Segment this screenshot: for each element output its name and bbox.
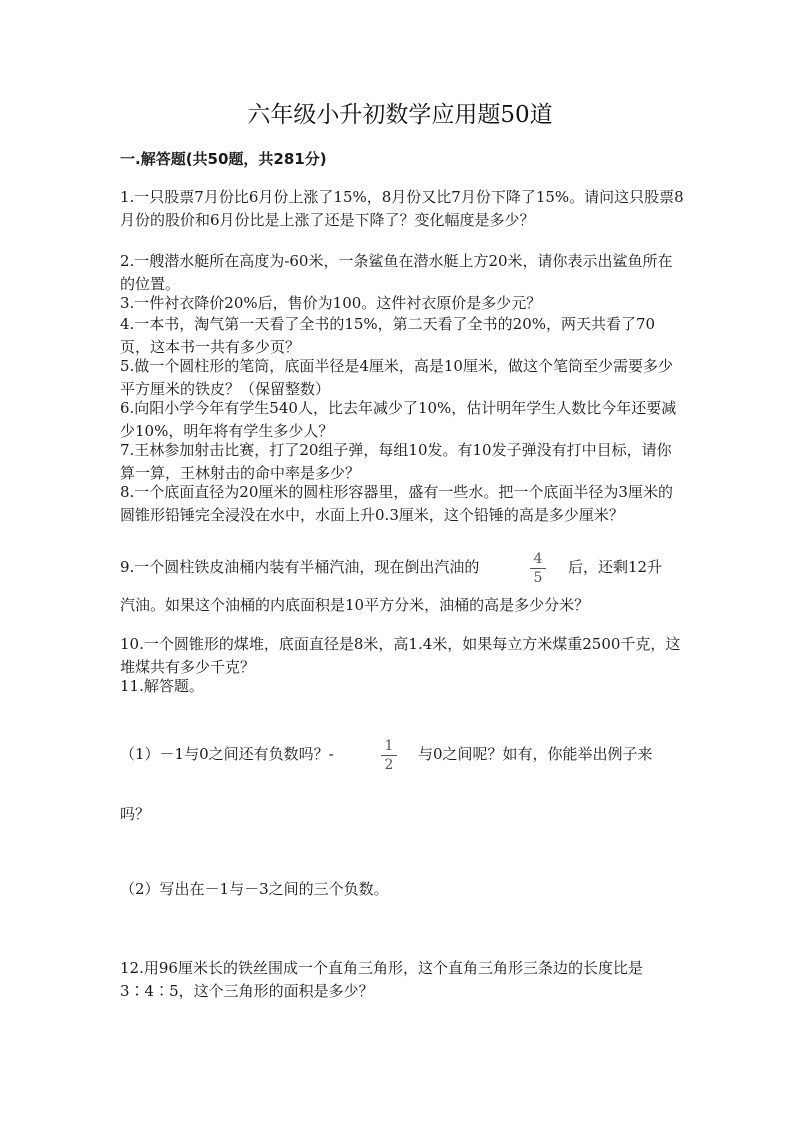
question-5: 5.做一个圆柱形的笔筒，底面半径是4厘米，高是10厘米，做这个笔筒至少需要多少平方厘米的铁皮？（保留整数）: [120, 357, 673, 398]
fraction-denominator: 5: [533, 570, 543, 586]
question-3: 3.一件衬衣降价20%后，售价为100。这件衬衣原价是多少元？: [120, 294, 542, 312]
question-11-sub1-part1: （1）－1与0之间还有负数吗？-: [120, 745, 334, 763]
section-header: 一.解答题(共50题，共281分): [120, 150, 327, 168]
question-11-fraction: [381, 738, 397, 773]
question-11-sub1-part3: 吗？: [120, 805, 151, 823]
question-8: 8.一个底面直径为20厘米的圆柱形容器里，盛有一些水。把一个底面半径为3厘米的圆锥形铅锤完全浸没在水中，水面上升0.3厘米，这个铅锤的高是多少厘米？: [120, 483, 673, 524]
question-12: 12.用96厘米长的铁丝围成一个直角三角形，这个直角三角形三条边的长度比是3∶4∶5，这个三角形的面积是多少？: [120, 959, 643, 1000]
fraction-bar: [530, 568, 546, 569]
question-11-head: 11.解答题。: [120, 677, 204, 695]
question-9-part3: 汽油。如果这个油桶的内底面积是10平方分米，油桶的高是多少分米？: [120, 596, 590, 614]
question-6: 6.向阳小学今年有学生540人，比去年减少了10%，估计明年学生人数比今年还要减少10%，明年将有学生多少人？: [120, 399, 677, 440]
question-9-part2: 后，还剩12升: [568, 558, 663, 576]
question-9-part1: 9.一个圆柱铁皮油桶内装有半桶汽油，现在倒出汽油的: [120, 558, 480, 576]
page-title: 六年级小升初数学应用题50道: [247, 102, 553, 128]
fraction-bar: [381, 755, 397, 756]
question-11-sub1-part2: 与0之间呢？如有，你能举出例子来: [418, 745, 653, 763]
question-2: 2.一艘潜水艇所在高度为-60米，一条鲨鱼在潜水艇上方20米，请你表示出鲨鱼所在的位置。: [120, 252, 673, 293]
question-9-fraction: [530, 551, 546, 586]
question-1: 1.一只股票7月份比6月份上涨了15%，8月份又比7月份下降了15%。请问这只股票8月份的股价和6月份比是上涨了还是下降了？变化幅度是多少？: [120, 188, 684, 229]
fraction-numerator: 4: [533, 551, 543, 567]
question-11-sub2: （2）写出在－1与－3之间的三个负数。: [120, 880, 389, 898]
fraction-denominator: 2: [384, 757, 394, 773]
question-7: 7.王林参加射击比赛，打了20组子弹，每组10发。有10发子弹没有打中目标，请你算一算，王林射击的命中率是多少？: [120, 441, 672, 482]
question-10: 10.一个圆锥形的煤堆，底面直径是8米，高1.4米，如果每立方米煤重2500千克，这堆煤共有多少千克？: [120, 635, 681, 676]
fraction-numerator: 1: [384, 738, 394, 754]
question-4: 4.一本书，淘气第一天看了全书的15%，第二天看了全书的20%，两天共看了70页，这本书一共有多少页？: [120, 315, 656, 356]
